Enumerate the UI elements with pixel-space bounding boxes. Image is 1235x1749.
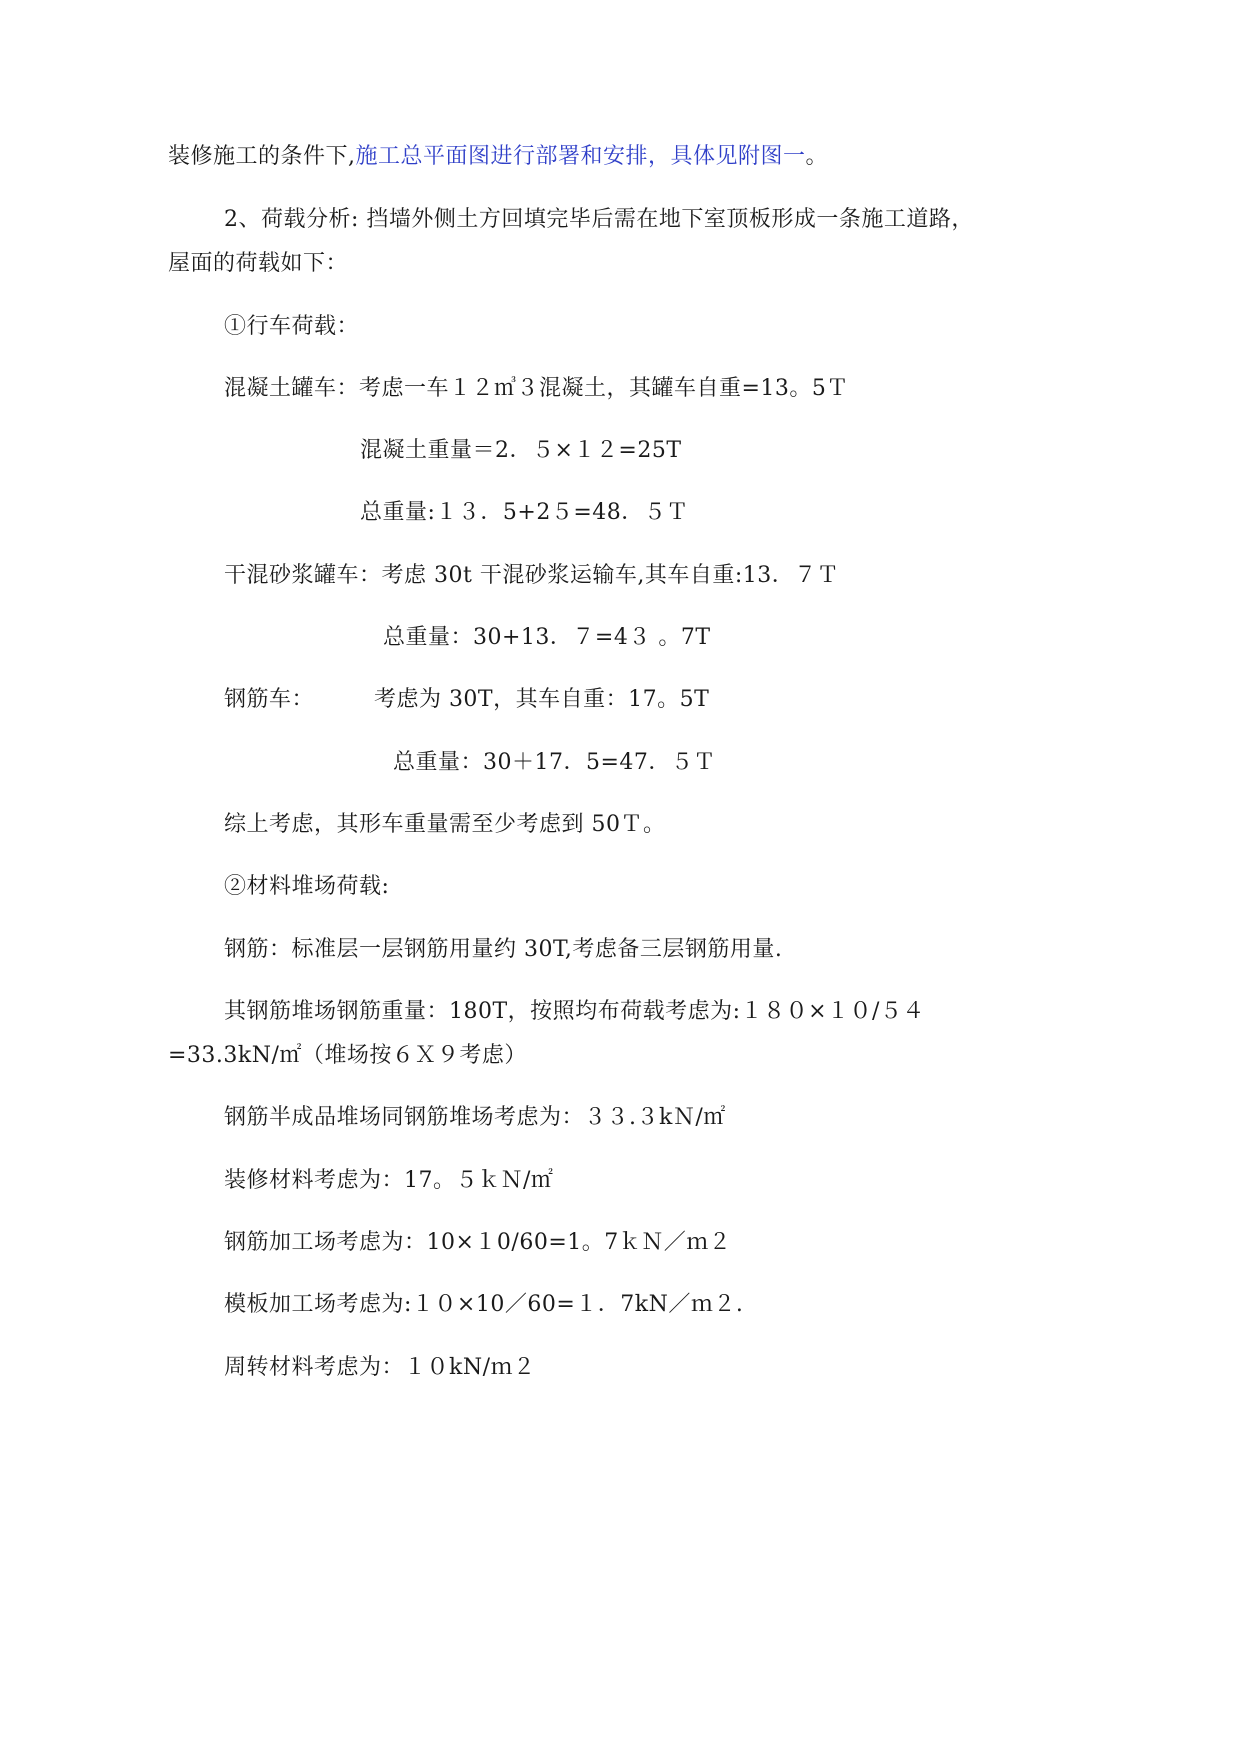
section-material-yard-title: ②材料堆场荷载: — [224, 874, 390, 899]
paragraph-site-plan — [168, 143, 828, 171]
rebar-processing-line: 钢筋加工场考虑为：10×１0/60=1。7ｋＮ／ｍ２ — [224, 1230, 732, 1255]
rebar-yard-line-2: =33.3kN/㎡（堆场按６Ｘ９考虑） — [168, 1043, 527, 1068]
concrete-truck-line-3: 总重量:１３．5+2５=48．５Ｔ — [360, 500, 689, 525]
rebar-line: 钢筋：标准层一层钢筋用量约 30T,考虑备三层钢筋用量. — [224, 937, 783, 962]
paragraph-text: 装修施工的条件下, — [168, 144, 356, 169]
mortar-truck-line-1: 干混砂浆罐车：考虑 30t 干混砂浆运输车,其车自重:13．７Ｔ — [224, 563, 840, 588]
concrete-truck-line-1: 混凝土罐车：考虑一车１２㎥３混凝土，其罐车自重=13。5Ｔ — [224, 376, 849, 401]
turnover-material-line: 周转材料考虑为：１０kN/ｍ２ — [224, 1355, 536, 1380]
load-analysis-line-1: 2、荷载分析: 挡墙外侧土方回填完毕后需在地下室顶板形成一条施工道路， — [224, 207, 974, 232]
mortar-truck-line-2: 总重量：30+13．７=4３ 。7T — [383, 625, 711, 650]
decoration-material-line: 装修材料考虑为：17。５ｋＮ/㎡ — [224, 1168, 554, 1193]
formwork-processing-line: 模板加工场考虑为:１０×10／60=１．7kN／ｍ２. — [224, 1292, 744, 1317]
summary-line: 综上考虑，其形车重量需至少考虑到 50Ｔ。 — [224, 812, 666, 837]
concrete-truck-line-2: 混凝土重量＝2．５×１２=25T — [360, 438, 682, 463]
paragraph-end: 。 — [805, 144, 829, 169]
section-vehicle-load-title: ①行车荷载： — [224, 314, 360, 339]
rebar-truck-line-2: 总重量：30＋17．5=47．５Ｔ — [393, 750, 716, 775]
rebar-yard-line-1: 其钢筋堆场钢筋重量：180T，按照均布荷载考虑为:１８０×１０/５４ — [224, 999, 925, 1024]
load-analysis-line-2: 屋面的荷载如下： — [168, 251, 349, 276]
semi-finished-yard-line: 钢筋半成品堆场同钢筋堆场考虑为：３３.３kＮ/㎡ — [224, 1105, 726, 1130]
site-plan-link[interactable]: 施工总平面图进行部署和安排，具体见附图一 — [355, 144, 806, 169]
rebar-truck-line-1: 钢筋车： 考虑为 30T，其车自重：17。5T — [224, 687, 710, 712]
